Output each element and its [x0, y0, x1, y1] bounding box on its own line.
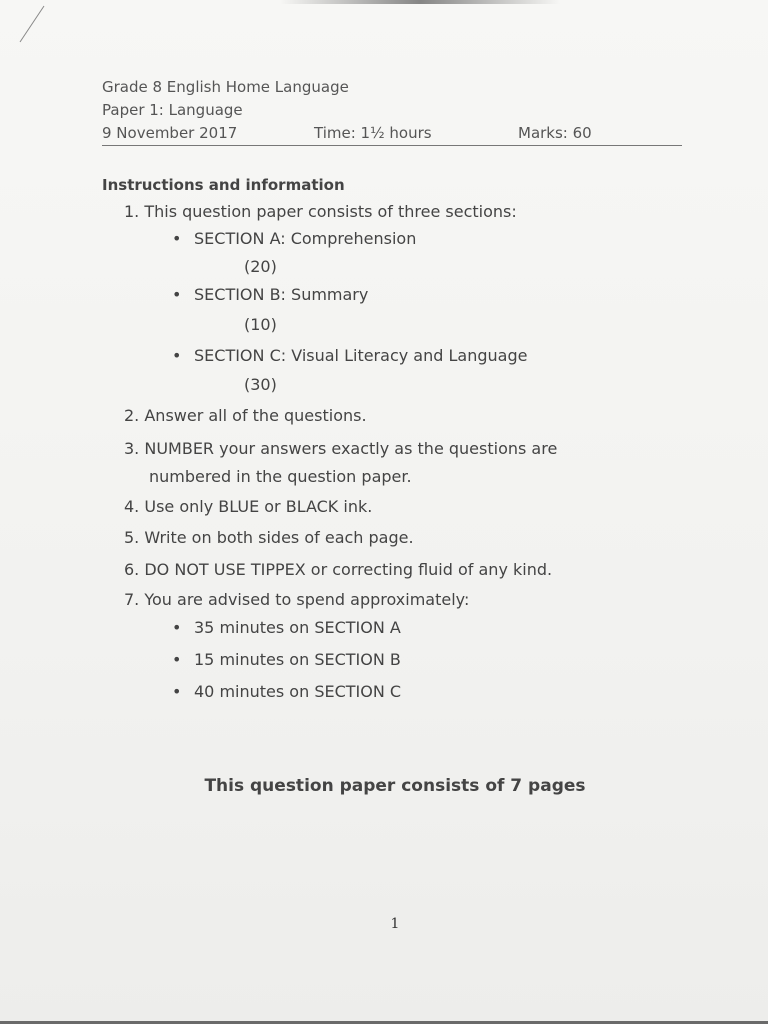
time-section-a [172, 618, 401, 637]
pencil-stroke-mark [18, 4, 48, 44]
exam-time: Time: 1½ hours [314, 124, 432, 142]
time-section-b-text: 15 minutes on SECTION B [194, 650, 401, 669]
section-a-item [172, 229, 416, 248]
instruction-4: 4. Use only BLUE or BLACK ink. [124, 497, 373, 516]
instruction-3-continued: numbered in the question paper. [149, 467, 412, 486]
exam-marks: Marks: 60 [518, 124, 592, 142]
bullet-icon: • [172, 650, 182, 669]
section-c-label: SECTION C: Visual Literacy and Language [194, 346, 528, 365]
section-b-marks: (10) [244, 315, 277, 334]
time-section-c [172, 682, 401, 701]
paper-title: Paper 1: Language [102, 101, 243, 119]
section-c-item [172, 346, 527, 365]
section-b-label: SECTION B: Summary [194, 285, 369, 304]
subject-title: Grade 8 English Home Language [102, 78, 349, 96]
section-c-marks: (30) [244, 375, 277, 394]
section-a-label: SECTION A: Comprehension [194, 229, 417, 248]
pages-note: This question paper consists of 7 pages [204, 776, 586, 796]
time-section-b [172, 650, 401, 669]
exam-header [102, 76, 682, 146]
bullet-icon: • [172, 346, 182, 365]
bullet-icon: • [172, 682, 182, 701]
time-section-a-text: 35 minutes on SECTION A [194, 618, 401, 637]
page-shadow [280, 0, 560, 4]
instruction-5: 5. Write on both sides of each page. [124, 528, 414, 547]
section-b-item [172, 285, 368, 304]
bullet-icon: • [172, 285, 182, 304]
exam-date: 9 November 2017 [102, 124, 238, 142]
bullet-icon: • [172, 229, 182, 248]
instruction-3: 3. NUMBER your answers exactly as the questions are [124, 439, 558, 458]
instruction-1: 1. This question paper consists of three sections: [124, 202, 517, 221]
section-a-marks: (20) [244, 257, 277, 276]
page-number: 1 [390, 916, 400, 932]
instruction-6: 6. DO NOT USE TIPPEX or correcting fluid of any kind. [124, 560, 553, 579]
time-section-c-text: 40 minutes on SECTION C [194, 682, 402, 701]
exam-meta-row [102, 122, 682, 146]
instruction-2: 2. Answer all of the questions. [124, 406, 367, 425]
instructions-heading: Instructions and information [102, 176, 345, 194]
instruction-7: 7. You are advised to spend approximately: [124, 590, 470, 609]
bullet-icon: • [172, 618, 182, 637]
